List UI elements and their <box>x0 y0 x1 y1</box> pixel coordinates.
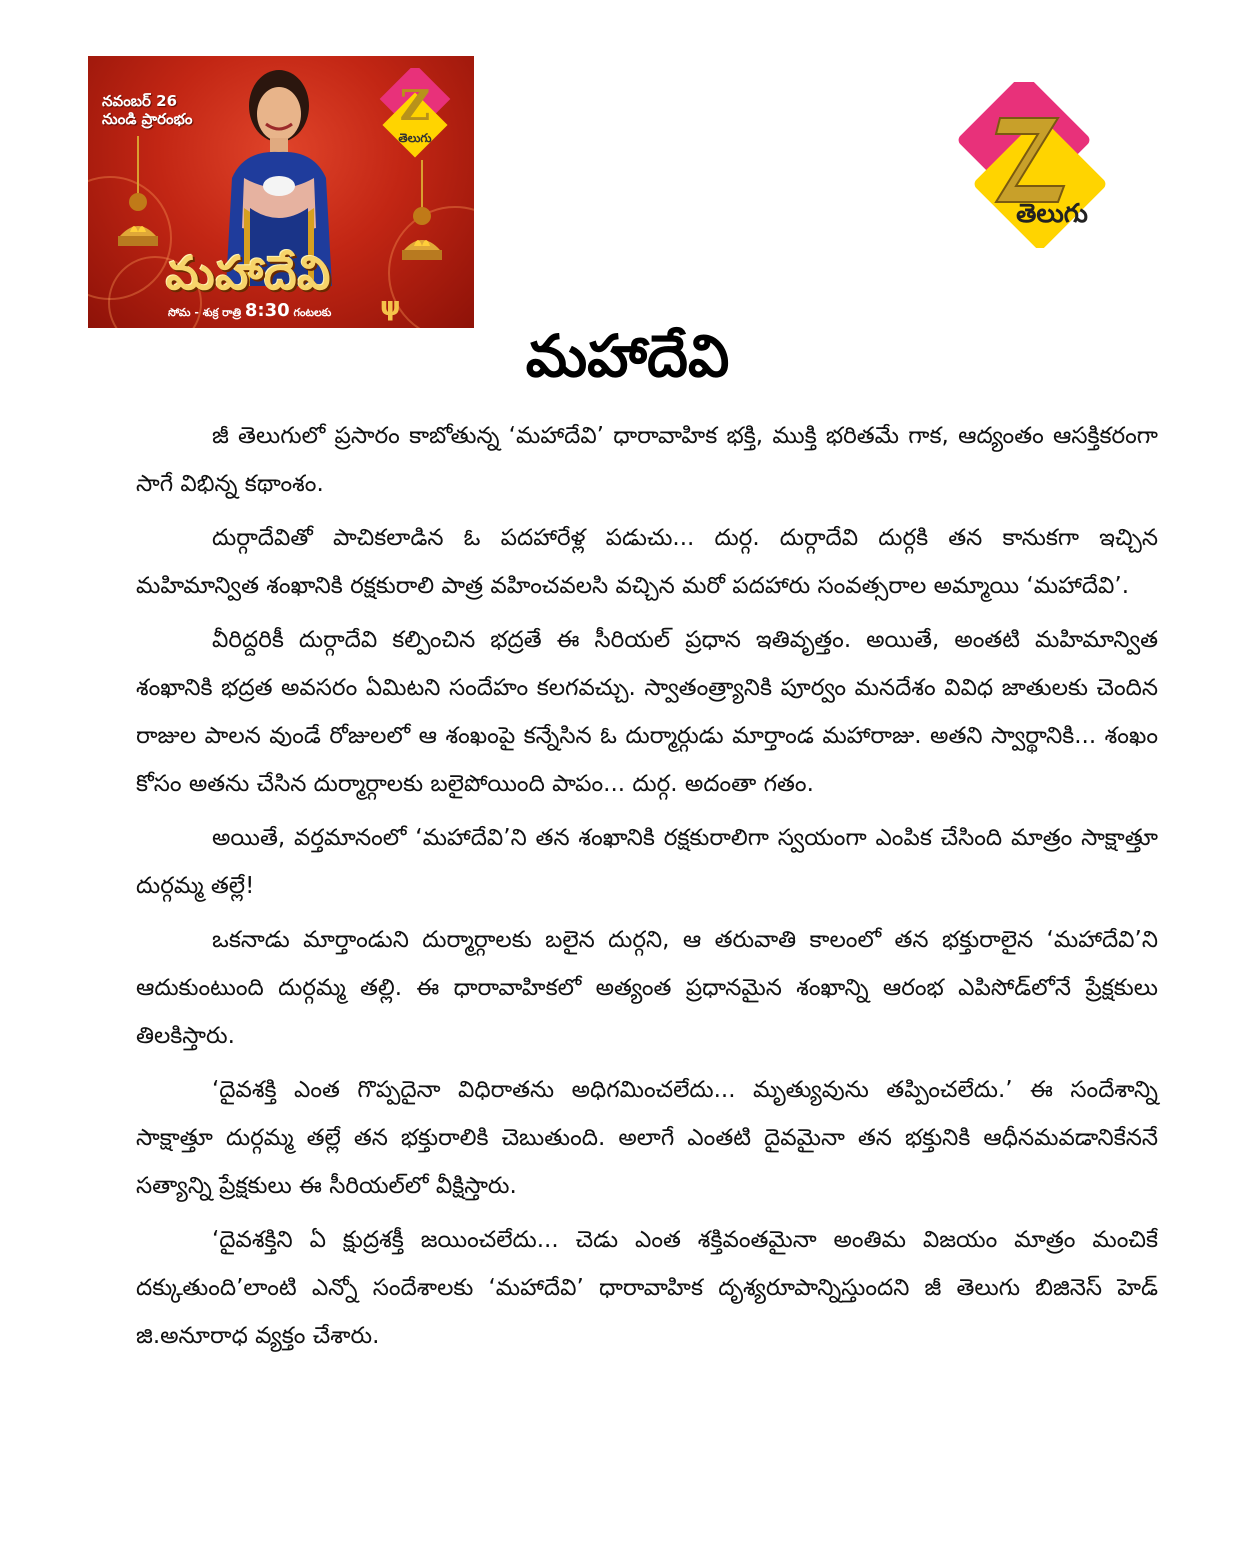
schedule: సోమ - శుక్ర రాత్రి 8:30 గంటలకు <box>168 300 332 321</box>
svg-text:తెలుగు: తెలుగు <box>1016 199 1088 229</box>
poster-title: మహాదేవి <box>166 246 332 300</box>
page-title: మహాదేవి <box>525 322 730 390</box>
oil-lamp-icon <box>110 136 166 276</box>
svg-text:తెలుగు: తెలుగు <box>398 131 432 145</box>
paragraph: జీ తెలుగులో ప్రసారం కాబోతున్న ‘మహాదేవి’ ధారావాహిక భక్తి, ముక్తి భరితమే గాక, ఆద్యంతం ఆసక్తికరంగా సాగే విభిన్న కథాంశం. <box>136 423 1158 497</box>
paragraph: అయితే, వర్తమానంలో ‘మహాదేవి’ని తన శంఖానికి రక్షకురాలిగా స్వయంగా ఎంపిక చేసింది మాత్రం సాక్షాత్తూ దుర్గమ్మ తల్లే! <box>136 825 1158 899</box>
article-body <box>136 412 1158 1366</box>
paragraph: వీరిద్దరికీ దుర్గాదేవి కల్పించిన భద్రతే ఈ సీరియల్ ప్రధాన ఇతివృత్తం. అయితే, అంతటి మహిమాన్విత శంఖానికి భద్రత అవసరం ఏమిటని సందేహం కలగవచ్చు. స్వాతంత్ర్యానికి పూర్వం మనదేశం వివిధ జాతులకు చెందిన రాజుల పాలన వుండే రోజులలో ఆ శంఖంపై కన్నేసిన ఓ దుర్మార్గుడు మార్తాండ మహారాజు. అతని స్వార్థానికి... శంఖం కోసం అతను చేసిన దుర్మార్గాలకు బలైపోయింది పాపం... దుర్గ. అదంతా గతం. <box>136 627 1158 797</box>
trident-icon: ψ <box>380 292 401 322</box>
paragraph: ‘దైవశక్తి ఎంత గొప్పదైనా విధిరాతను అధిగమించలేదు... మృత్యువును తప్పించలేదు.’ ఈ సందేశాన్ని సాక్షాత్తూ దుర్గమ్మ తల్లే తన భక్తురాలికి చెబుతుంది. అలాగే ఎంతటి దైవమైనా తన భక్తునికి ఆధీనమవడానికేననే సత్యాన్ని ప్రేక్షకులు ఈ సీరియల్‌లో వీక్షిస్తారు. <box>136 1077 1158 1199</box>
premiere-date: నవంబర్ 26 నుండి ప్రారంభం <box>102 92 193 128</box>
zee-telugu-logo-icon <box>946 82 1110 248</box>
svg-text:Z: Z <box>399 81 431 130</box>
oil-lamp-icon <box>394 160 450 300</box>
zee-telugu-logo-icon <box>378 68 452 158</box>
paragraph: దుర్గాదేవితో పాచికలాడిన ఓ పదహారేళ్ల పడుచు... దుర్గ. దుర్గాదేవి దుర్గకి తన కానుకగా ఇచ్చిన మహిమాన్విత శంఖానికి రక్షకురాలి పాత్ర వహించవలసి వచ్చిన మరో పదహారు సంవత్సరాల అమ్మాయి ‘మహాదేవి’. <box>136 525 1158 599</box>
promo-poster <box>88 56 474 328</box>
paragraph: ‘దైవశక్తిని ఏ క్షుద్రశక్తీ జయించలేదు... చెడు ఎంత శక్తివంతమైనా అంతిమ విజయం మాత్రం మంచికే దక్కుతుంది’లాంటి ఎన్నో సందేశాలకు ‘మహాదేవి’ ధారావాహిక దృశ్యరూపాన్నిస్తుందని జీ తెలుగు బిజినెస్ హెడ్ జి.అనూరాధ వ్యక్తం చేశారు. <box>136 1227 1158 1349</box>
paragraph: ఒకనాడు మార్తాండుని దుర్మార్గాలకు బలైన దుర్గని, ఆ తరువాతి కాలంలో తన భక్తురాలైన ‘మహాదేవి’ని ఆదుకుంటుంది దుర్గమ్మ తల్లి. ఈ ధారావాహికలో అత్యంత ప్రధానమైన శంఖాన్ని ఆరంభ ఎపిసోడ్‌లోనే ప్రేక్షకులు తిలకిస్తారు. <box>136 927 1158 1049</box>
